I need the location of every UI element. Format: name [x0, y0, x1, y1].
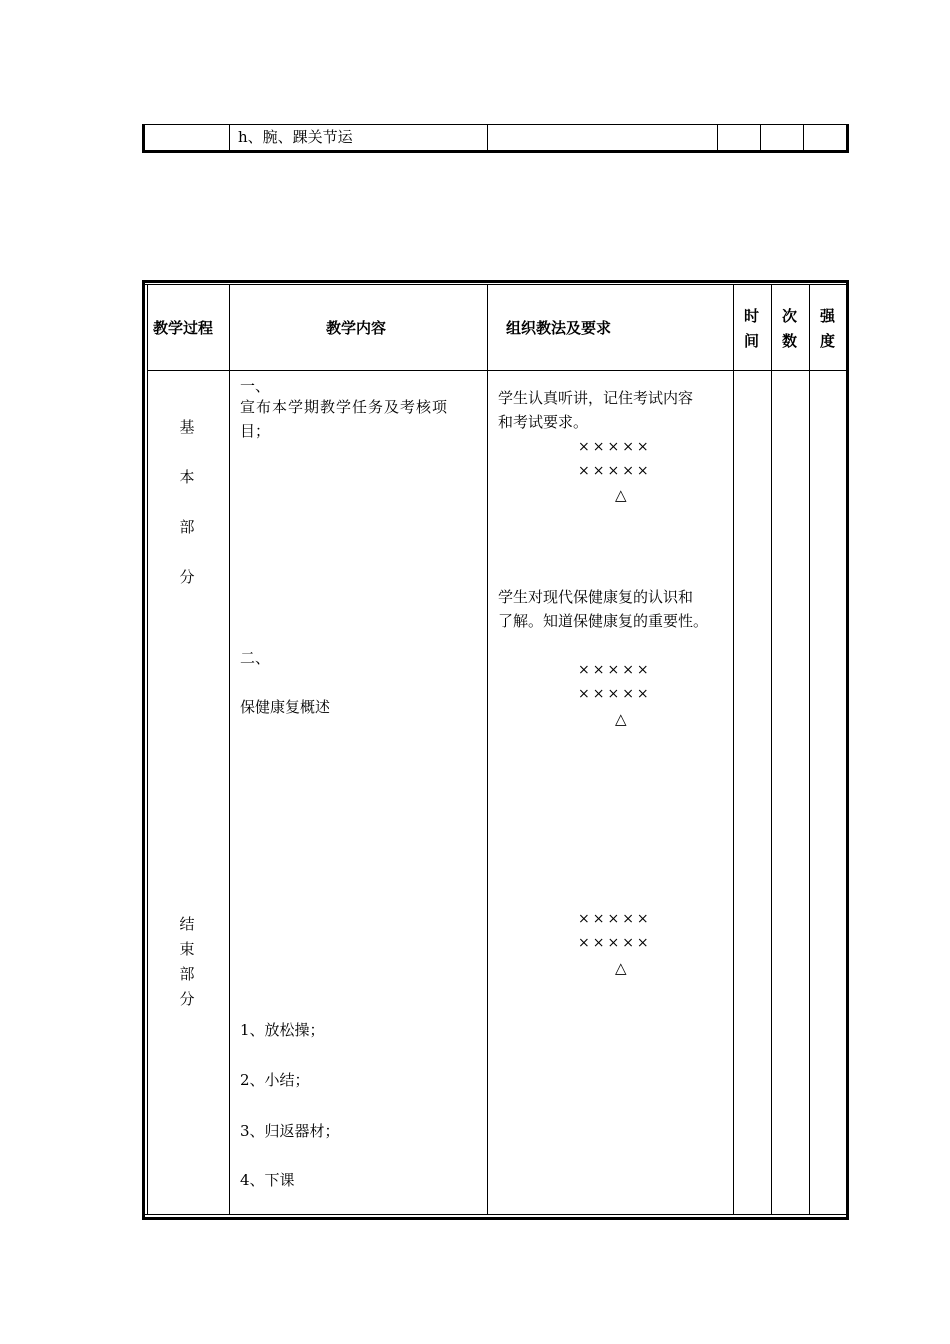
process-basic-char: 部 [179, 518, 195, 536]
method-req2-line2: 了解。知道保健康复的重要性。 [498, 612, 709, 630]
process-ending-char: 束 [179, 940, 195, 958]
content-end-item: 4、下课 [240, 1171, 295, 1189]
formation-row: ××××× [578, 463, 652, 479]
header-count: 次数 [782, 307, 798, 350]
content-item2-number: 二、 [240, 649, 271, 667]
formation-row: ××××× [578, 439, 652, 455]
teacher-triangle-icon: △ [615, 486, 627, 504]
top-table-cell-text: h、腕、踝关节运 [238, 128, 353, 146]
process-ending-char: 部 [179, 965, 195, 983]
content-end-item: 3、归返器材； [240, 1122, 340, 1140]
header-process: 教学过程 [153, 319, 214, 337]
content-item2-text: 保健康复概述 [240, 698, 331, 716]
method-req1-line2: 和考试要求。 [498, 413, 589, 431]
content-end-item: 1、放松操； [240, 1021, 325, 1039]
formation-row: ××××× [578, 935, 652, 951]
header-time: 时间 [744, 307, 760, 350]
content-item1-number: 一、 [240, 377, 271, 395]
formation-row: ××××× [578, 686, 652, 702]
content-end-item: 2、小结； [240, 1071, 310, 1089]
header-method: 组织教法及要求 [506, 319, 612, 337]
header-content: 教学内容 [326, 319, 387, 337]
header-intensity: 强度 [820, 307, 836, 350]
content-item1-text: 宣布本学期教学任务及考核项 [240, 398, 449, 416]
process-basic-char: 基 [179, 418, 195, 436]
teacher-triangle-icon: △ [615, 710, 627, 728]
formation-row: ××××× [578, 662, 652, 678]
teacher-triangle-icon: △ [615, 959, 627, 977]
process-ending-char: 分 [179, 990, 195, 1008]
process-ending-char: 结 [179, 915, 195, 933]
method-req1-line1: 学生认真听讲，记住考试内容 [498, 389, 694, 407]
process-basic-char: 本 [179, 468, 195, 486]
content-item1-text-cont: 目； [240, 422, 271, 440]
method-req2-line1: 学生对现代保健康复的认识和 [498, 588, 694, 606]
process-basic-char: 分 [179, 568, 195, 586]
formation-row: ××××× [578, 911, 652, 927]
